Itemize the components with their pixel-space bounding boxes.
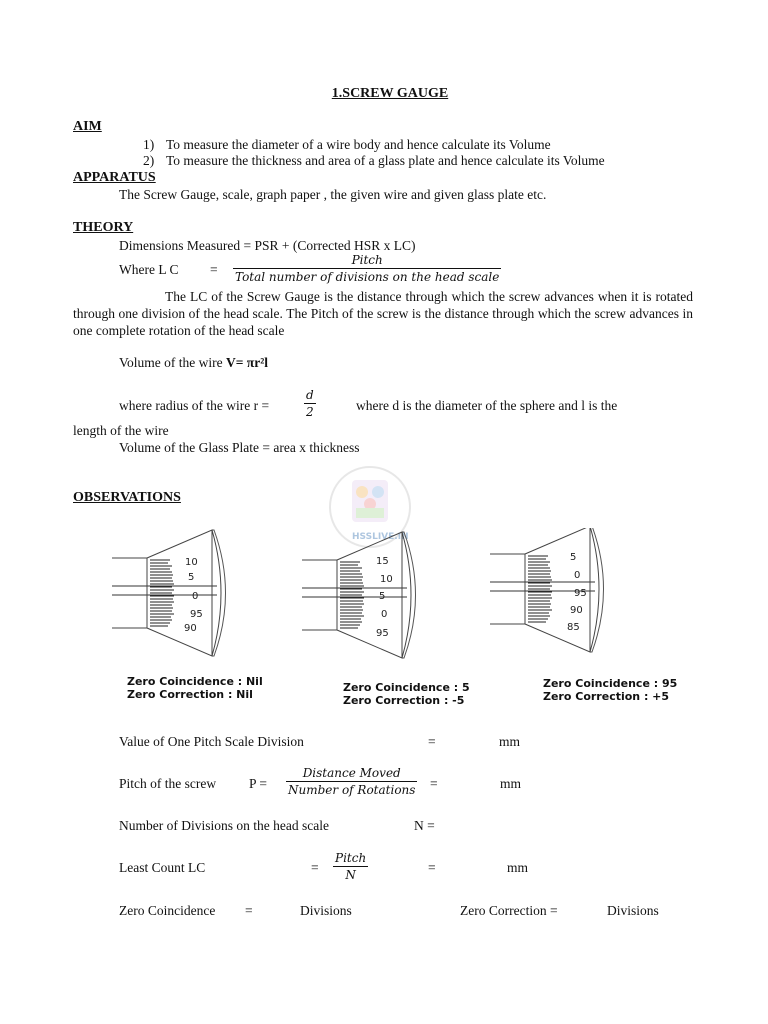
least-count-fraction (333, 851, 368, 882)
zero-correction-unit: Divisions (607, 903, 659, 918)
gauge-1-tick-3: 0 (192, 591, 199, 602)
zero-correction-label: Zero Correction = (460, 903, 558, 918)
page-title: 1.SCREW GAUGE (331, 86, 449, 101)
gauge-1-tick-4: 95 (190, 609, 203, 620)
lc-fraction (233, 253, 501, 284)
gauge-3-zero-correction: Zero Correction : +5 (543, 690, 670, 703)
pitch-label: Pitch of the screw (119, 776, 217, 791)
gauge-2-tick-2: 10 (380, 574, 393, 585)
pitch-denominator: Number of Rotations (288, 783, 416, 797)
lc-label: Where L C (119, 262, 179, 277)
pitch-scale-equals: = (428, 734, 436, 749)
wire-volume-label: Volume of the wire (119, 355, 223, 370)
gauge-2-tick-4: 0 (381, 609, 388, 620)
gauge-3-tick-5: 85 (567, 622, 580, 633)
lc-numerator: Pitch (351, 253, 383, 267)
aim-item-1-number: 1) (143, 137, 155, 152)
gauge-1-tick-1: 10 (185, 557, 198, 568)
zero-coincidence-unit: Divisions (300, 903, 352, 918)
gauge-3-zero-coincidence: Zero Coincidence : 95 (543, 677, 678, 690)
radius-label: where radius of the wire r = (119, 398, 270, 413)
pitch-fraction (286, 766, 417, 797)
least-count-unit: mm (507, 860, 529, 875)
gauge-2-zero-coincidence: Zero Coincidence : 5 (343, 681, 470, 694)
pitch-unit: mm (500, 776, 522, 791)
zero-coincidence-equals: = (245, 903, 253, 918)
lc-equals: = (210, 262, 218, 277)
gauge-1-zero-coincidence: Zero Coincidence : Nil (127, 675, 263, 688)
theory-heading: THEORY (73, 220, 134, 235)
zero-coincidence-label: Zero Coincidence (119, 903, 216, 918)
pitch-equals: = (430, 776, 438, 791)
radius-description-continued: length of the wire (73, 423, 169, 438)
pitch-symbol: P = (249, 776, 267, 791)
gauge-2-tick-3: 5 (379, 591, 386, 602)
wire-volume (119, 355, 268, 371)
head-scale-divisions-n: N = (414, 818, 435, 833)
radius-fraction (304, 388, 316, 419)
pitch-numerator: Distance Moved (302, 766, 401, 780)
least-count-equals-1: = (311, 860, 319, 875)
gauge-3-tick-2: 0 (574, 570, 581, 581)
radius-denominator: 2 (304, 403, 316, 419)
pitch-scale-label: Value of One Pitch Scale Division (119, 734, 304, 749)
least-count-denominator: N (333, 866, 368, 882)
gauge-2-tick-5: 95 (376, 628, 389, 639)
head-scale-divisions-label: Number of Divisions on the head scale (119, 818, 329, 833)
least-count-numerator: Pitch (335, 851, 367, 865)
least-count-equals-2: = (428, 860, 436, 875)
glass-plate-volume: Volume of the Glass Plate = area x thickness (119, 440, 360, 455)
gauge-1-caption (127, 675, 263, 701)
aim-item-1: To measure the diameter of a wire body and hence calculate its Volume (166, 137, 551, 152)
gauge-1-tick-2: 5 (188, 572, 195, 583)
gauge-3-caption (543, 677, 677, 703)
gauge-1-zero-correction: Zero Correction : Nil (127, 688, 253, 701)
least-count-label: Least Count LC (119, 860, 206, 875)
wire-volume-formula: V= πr²l (225, 355, 268, 370)
gauge-1 (112, 530, 226, 656)
gauge-2-caption (343, 681, 470, 707)
screw-gauge-diagrams (108, 528, 688, 678)
gauge-2-tick-1: 15 (376, 556, 389, 567)
gauge-3 (490, 528, 604, 652)
aim-item-2-number: 2) (143, 153, 155, 168)
watermark-text: HSSLIVE.IN (352, 532, 409, 542)
gauge-2-zero-correction: Zero Correction : -5 (343, 694, 465, 707)
pitch-scale-unit: mm (499, 734, 521, 749)
radius-description: where d is the diameter of the sphere and l is the (356, 398, 618, 413)
aim-item-2: To measure the thickness and area of a glass plate and hence calculate its Volume (166, 153, 605, 168)
observations-heading: OBSERVATIONS (73, 490, 181, 505)
apparatus-text: The Screw Gauge, scale, graph paper , the given wire and given glass plate etc. (119, 187, 547, 202)
gauge-3-tick-3: 95 (574, 588, 587, 599)
lc-denominator: Total number of divisions on the head scale (235, 270, 500, 284)
aim-heading: AIM (73, 119, 102, 134)
gauge-3-tick-4: 90 (570, 605, 583, 616)
radius-numerator: d (306, 388, 314, 402)
dimensions-formula: Dimensions Measured = PSR + (Corrected HSR x LC) (119, 238, 416, 253)
gauge-2 (302, 532, 416, 658)
theory-paragraph: The LC of the Screw Gauge is the distance through which the screw advances when it is rotated through one division of the head scale. The Pitch of the screw is the distance through which the screw advances in one complete rotation of the head scale (73, 289, 693, 338)
gauge-1-tick-5: 90 (184, 623, 197, 634)
gauge-3-tick-1: 5 (570, 552, 577, 563)
apparatus-heading: APPARATUS (73, 170, 156, 185)
